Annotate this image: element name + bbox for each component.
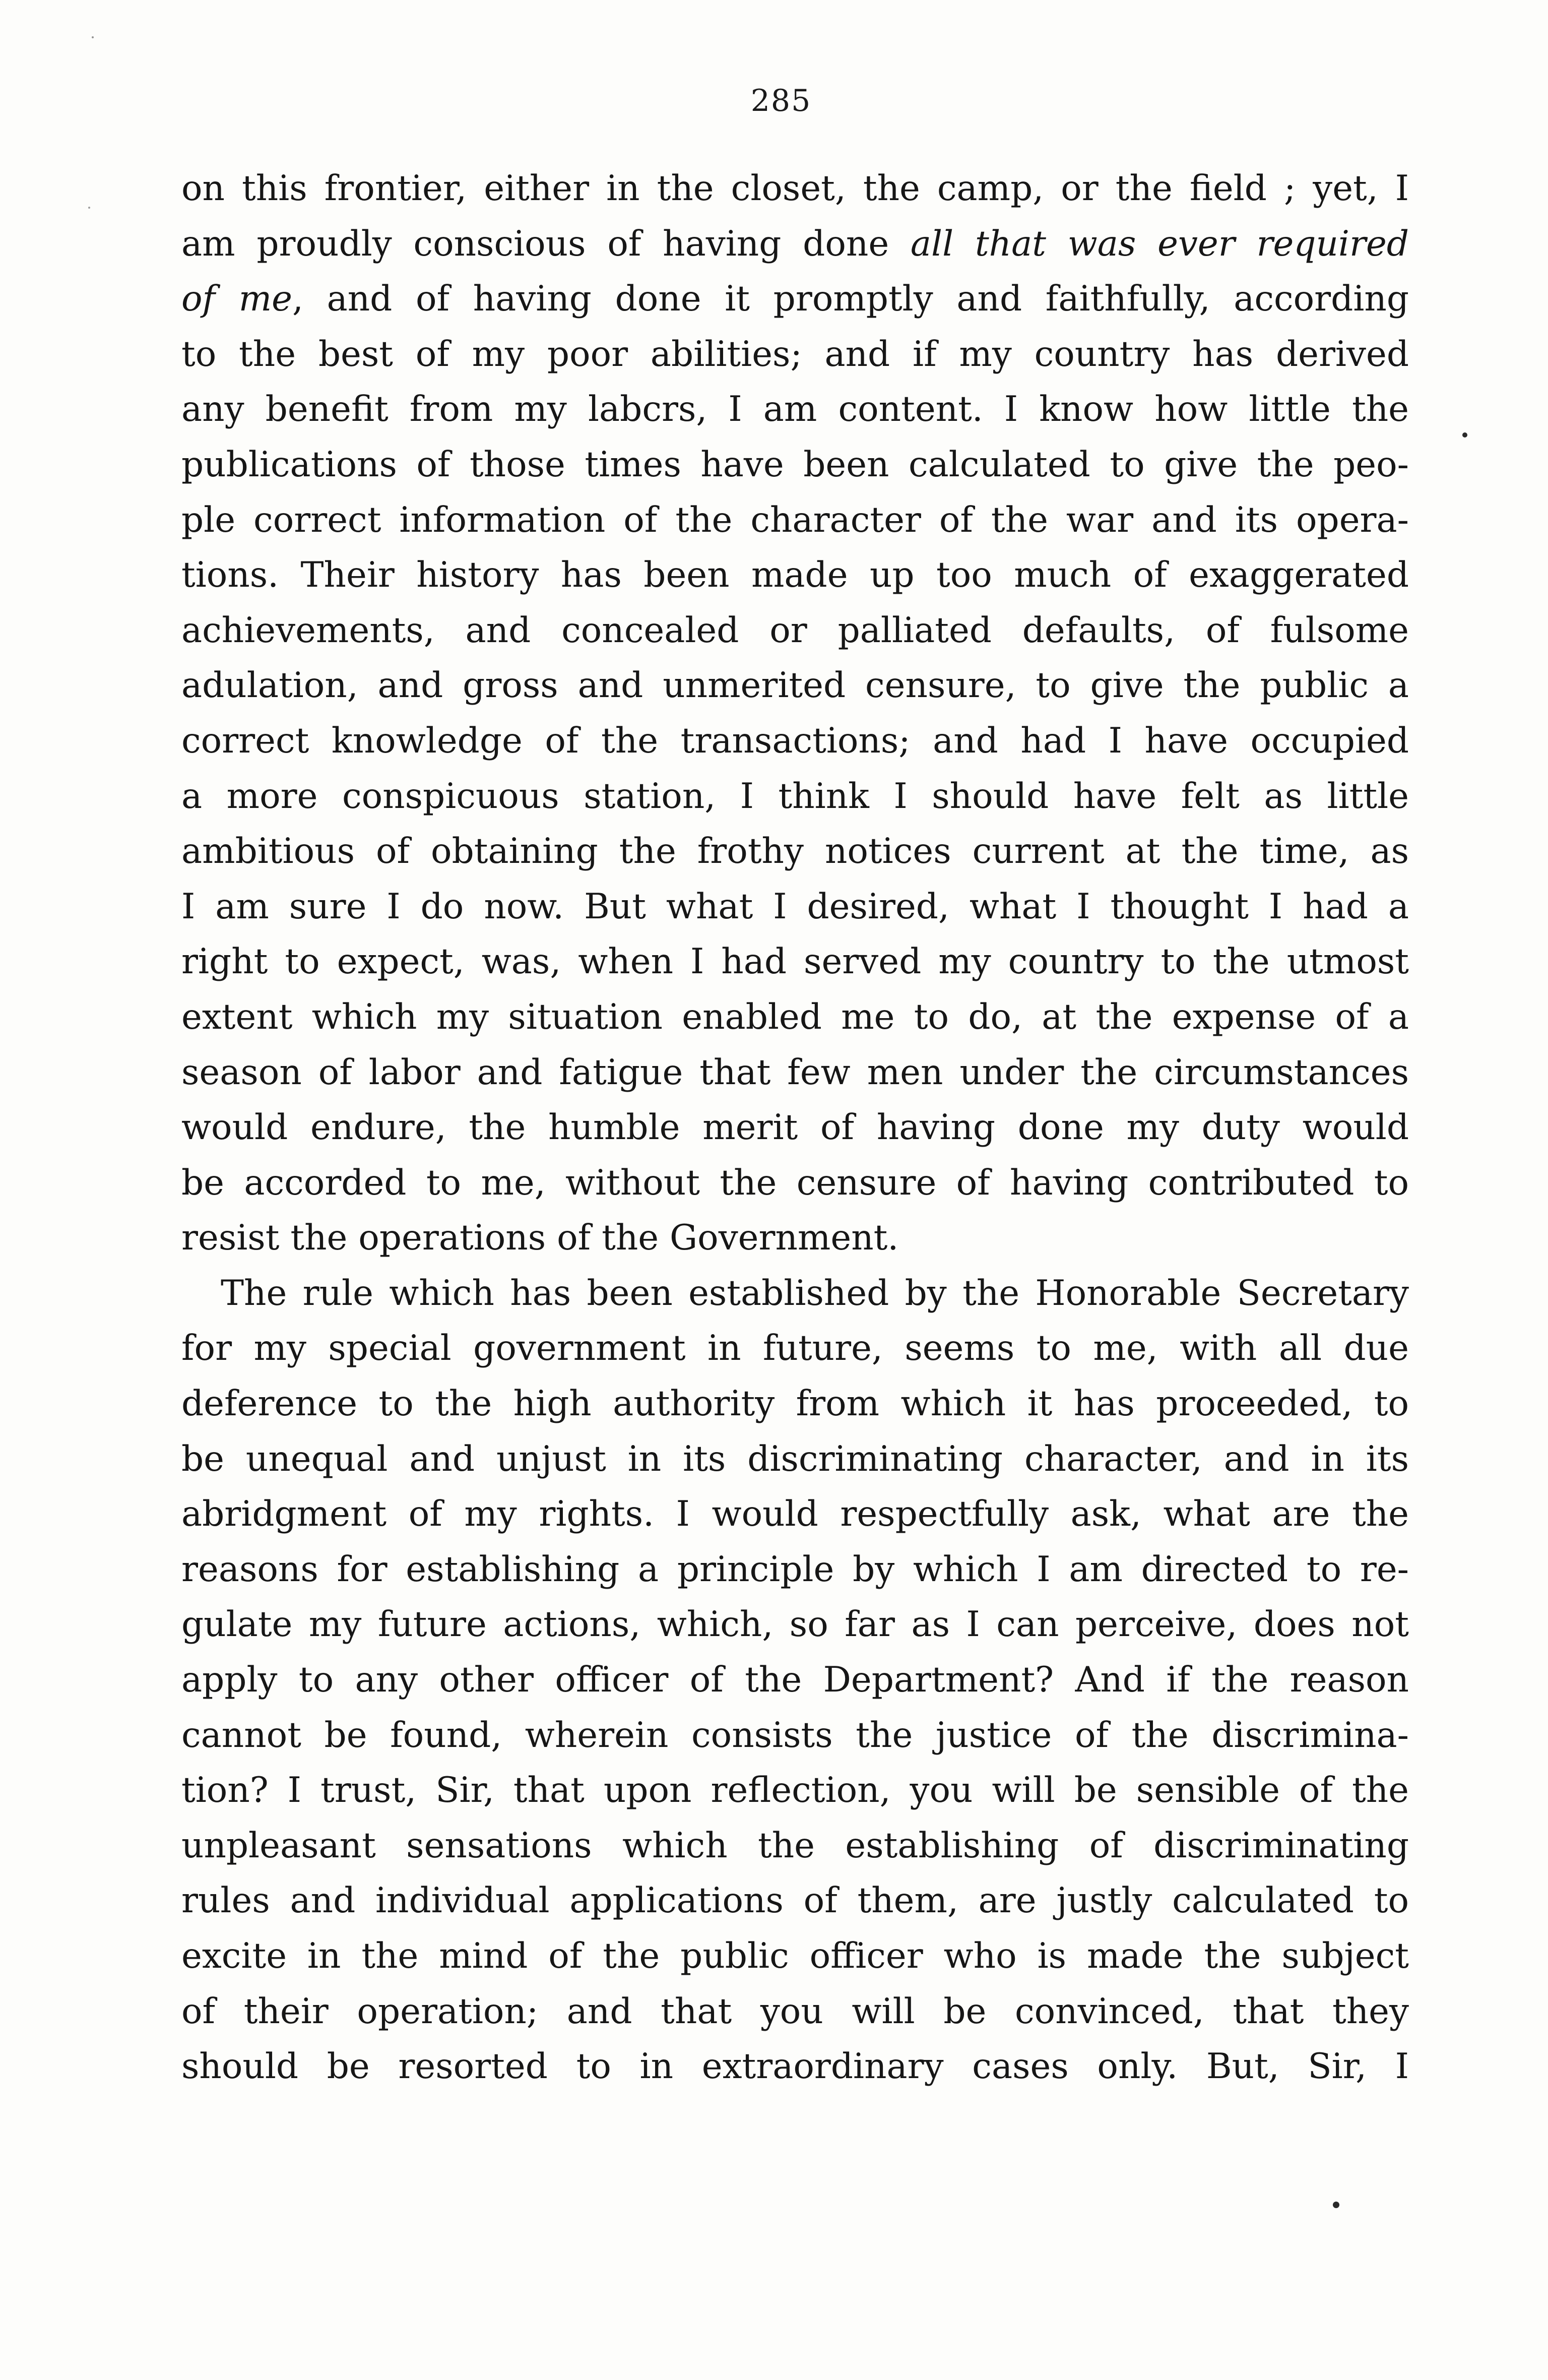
text-line (181, 217, 1409, 272)
text-line: on this frontier, either in the closet, the camp, or the field ; yet, I (181, 168, 1409, 209)
text-line: rules and individual applications of them, are justly calculated to (181, 1881, 1409, 1921)
text-line: publications of those times have been calculated to give the peo- (181, 444, 1409, 485)
text-line: be unequal and unjust in its discriminating character, and in its (181, 1438, 1409, 1479)
text-line: would endure, the humble merit of having done my duty would (181, 1107, 1409, 1148)
text-line: The rule which has been established by the Honorable Secretary (221, 1273, 1409, 1313)
text-line: ple correct information of the character of the war and its opera- (181, 499, 1409, 540)
text-line: ambitious of obtaining the frothy notices current at the time, as (181, 831, 1409, 872)
text-line: for my special government in future, seems to me, with all due (181, 1328, 1409, 1369)
text-line: any benefit from my labcrs, I am content. I know how little the (181, 389, 1409, 430)
italic-phrase: of me (181, 279, 292, 320)
text-line: deference to the high authority from which it has proceeded, to (181, 1384, 1409, 1424)
text-line: of their operation; and that you will be convinced, that they (181, 1991, 1409, 2032)
text-line: correct knowledge of the transactions; and had I have occupied (181, 720, 1409, 761)
text-line: to the best of my poor abilities; and if my country has derived (181, 334, 1409, 374)
text-line: gulate my future actions, which, so far as I can perceive, does not (181, 1604, 1409, 1645)
text-line: tions. Their history has been made up too much of exaggerated (181, 555, 1409, 596)
text-line: I am sure I do now. But what I desired, what I thought I had a (181, 886, 1409, 927)
text-line: season of labor and fatigue that few men under the circumstances (181, 1052, 1409, 1093)
text-run: am proudly conscious of having done (181, 223, 889, 264)
text-line (181, 272, 1409, 327)
ink-speck (1462, 432, 1467, 437)
text-line: apply to any other officer of the Department? And if the reason (181, 1660, 1409, 1701)
body-text (181, 161, 1409, 2095)
ink-speck (92, 36, 94, 38)
text-line: a more conspicuous station, I think I should have felt as little (181, 776, 1409, 817)
text-line: right to expect, was, when I had served my country to the utmost (181, 942, 1409, 982)
text-line: extent which my situation enabled me to do, at the expense of a (181, 996, 1409, 1037)
text-line: adulation, and gross and unmerited censure, to give the public a (181, 665, 1409, 706)
text-line: reasons for establishing a principle by which I am directed to re- (181, 1549, 1409, 1590)
italic-phrase: all that was ever required (910, 223, 1409, 264)
text-line: tion? I trust, Sir, that upon reflection, you will be sensible of the (181, 1770, 1409, 1811)
page-number: 285 (750, 83, 812, 118)
text-line: unpleasant sensations which the establishing of discriminating (181, 1825, 1409, 1866)
text-line: achievements, and concealed or palliated defaults, of fulsome (181, 610, 1409, 651)
ink-speck (88, 207, 90, 209)
ink-speck (1333, 2202, 1339, 2208)
text-run: , and of having done it promptly and faithfully, according (292, 279, 1409, 320)
text-line: abridgment of my rights. I would respectfully ask, what are the (181, 1494, 1409, 1535)
text-line: should be resorted to in extraordinary cases only. But, Sir, I (181, 2046, 1409, 2087)
text-line: be accorded to me, without the censure of having contributed to (181, 1162, 1409, 1203)
text-line: resist the operations of the Government. (181, 1218, 899, 1259)
text-line: cannot be found, wherein consists the justice of the discrimina- (181, 1715, 1409, 1756)
text-line: excite in the mind of the public officer who is made the subject (181, 1936, 1409, 1976)
